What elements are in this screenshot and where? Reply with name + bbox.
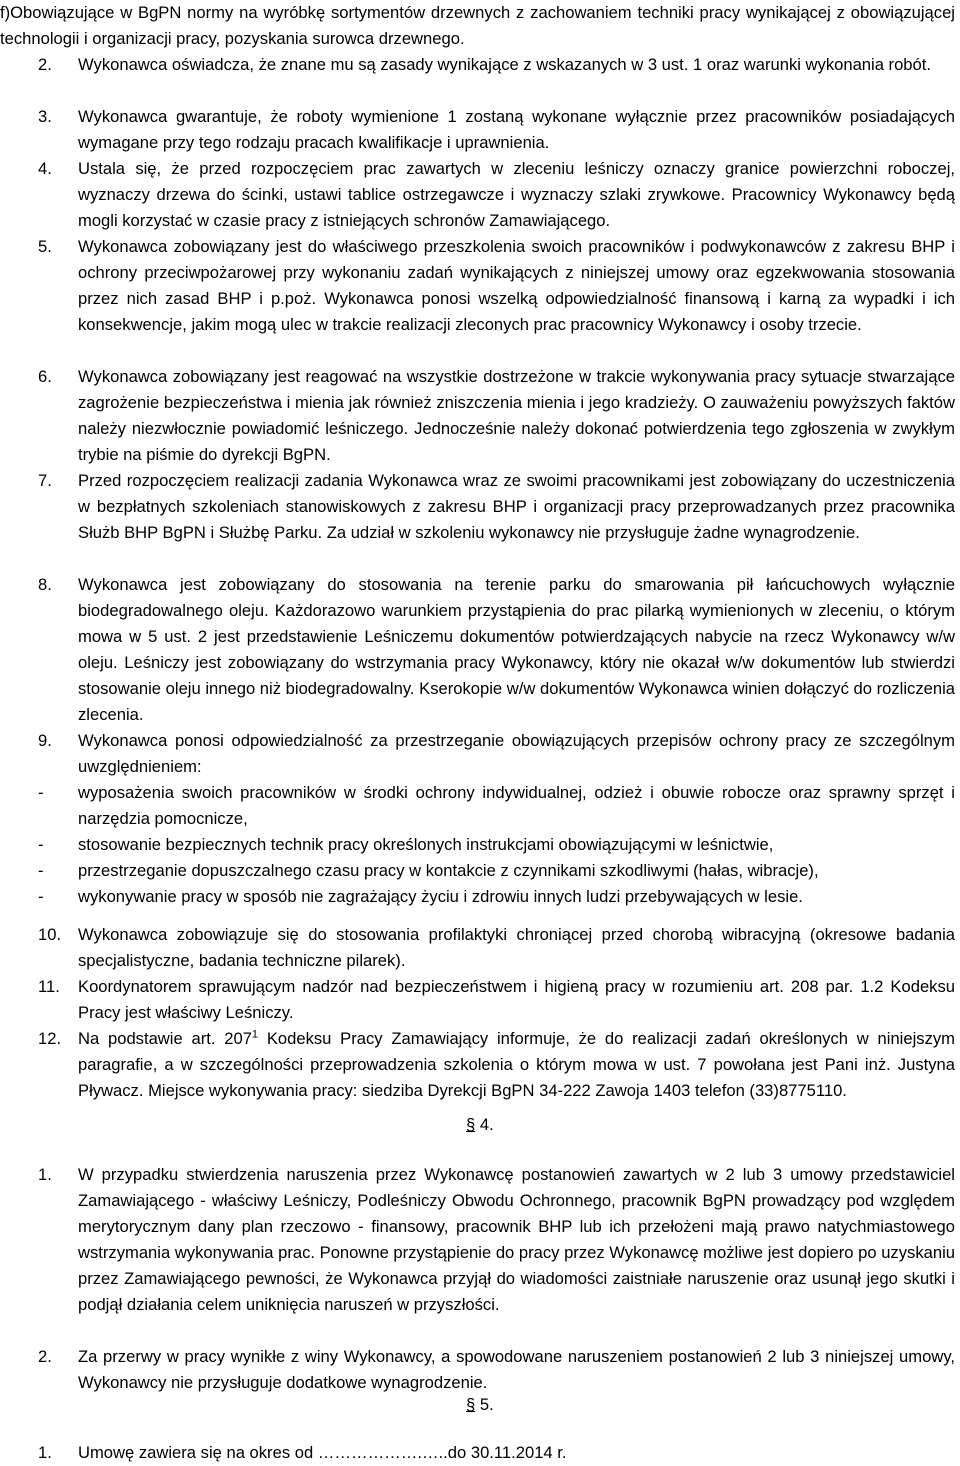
opening-paragraph: f)Obowiązujące w BgPN normy na wyróbkę sortymentów drzewnych z zachowaniem techniki pracy wynikającej z obowiązującej technologii i organizacji pracy, pozyskania surowca drzewnego. [0, 3, 955, 48]
dash-item [0, 858, 955, 884]
section-number: 5. [479, 1395, 494, 1414]
list-item-2 [0, 52, 955, 78]
item-number: 1. [38, 1443, 52, 1462]
item-text: Wykonawca gwarantuje, że roboty wymienione 1 zostaną wykonane wyłącznie przez pracowników posiadających wymagane przy tego rodzaju pracach kwalifikacje i uprawnienia. [78, 107, 955, 152]
item-text: Ustala się, że przed rozpoczęciem prac zawartych w zleceniu leśniczy oznaczy granice powierzchni roboczej, wyznaczy drzewa do ścinki, ustawi tablice ostrzegawcze i wyznaczy szlaki zrywkowe. Pracownicy Wykonawcy będą mogli korzystać w czasie pracy z istniejących schronów Zamawiającego. [78, 159, 955, 230]
dash-text: stosowanie bezpiecznych technik pracy określonych instrukcjami obowiązującymi w leśnictwie, [78, 835, 774, 854]
item-text: Koordynatorem sprawującym nadzór nad bezpieczeństwem i higieną pracy w rozumieniu art. 208 par. 1.2 Kodeksu Pracy jest właściwy Leśniczy. [78, 977, 955, 1022]
item-number: 7. [38, 471, 52, 490]
dash-marker: - [38, 835, 44, 854]
dash-marker: - [38, 861, 44, 880]
item-number: 10. [38, 925, 62, 944]
item-number: 1. [38, 1165, 52, 1184]
item-text: Wykonawca ponosi odpowiedzialność za przestrzeganie obowiązujących przepisów ochrony pracy ze szczególnym uwzględnieniem: [78, 731, 955, 776]
list-item-12 [0, 1026, 955, 1104]
item-text: Wykonawca zobowiązuje się do stosowania profilaktyki chroniącej przed chorobą wibracyjną (okresowe badania specjalistyczne, badania techniczne pilarek). [78, 925, 955, 970]
item-text: Wykonawca zobowiązany jest do właściwego przeszkolenia swoich pracowników i podwykonawców z zakresu BHP i ochrony przeciwpożarowej przy wykonaniu zadań wynikających z niniejszej umowy oraz egzekwowania stosowania przez nich zasad BHP i p.poż. Wykonawca ponosi wszelką odpowiedzialność finansową i karną za wypadki i ich konsekwencje, jakim mogą ulec w trakcie realizacji zleconych prac pracownicy Wykonawcy i osoby trzecie. [78, 237, 955, 334]
item-number: 6. [38, 367, 52, 386]
superscript: 1 [251, 1028, 259, 1041]
item-text: Wykonawca jest zobowiązany do stosowania na terenie parku do smarowania pił łańcuchowych wyłącznie biodegradowalnego oleju. Każdorazowo warunkiem przystąpienia do prac pilarką wymienionych w zleceniu, o którym mowa w 5 ust. 2 jest przedstawienie Leśniczemu dokumentów potwierdzających nabycie na rzecz Wykonawcy w/w oleju. Leśniczy jest zobowiązany do wstrzymania pracy Wykonawcy, który nie okazał w/w dokumentów lub stwierdzi stosowanie oleju innego niż biodegradowalny. Kserokopie w/w dokumentów Wykonawca winien dołączyć do rozliczenia zlecenia. [78, 575, 955, 724]
dash-text: przestrzeganie dopuszczalnego czasu pracy w kontakcie z czynnikami szkodliwymi (hałas, wibracje), [78, 861, 819, 880]
item-number: 4. [38, 159, 52, 178]
item-text: Wykonawca oświadcza, że znane mu są zasady wynikające z wskazanych w 3 ust. 1 oraz warunki wykonania robót. [78, 55, 931, 74]
item-number: 2. [38, 55, 52, 74]
list-item-3 [0, 104, 955, 156]
section-sign: § [466, 1395, 476, 1414]
dash-text: wykonywanie pracy w sposób nie zagrażający życiu i zdrowiu innych ludzi przebywających w lesie. [78, 887, 803, 906]
dash-item [0, 780, 955, 832]
item-number: 8. [38, 575, 52, 594]
section5-item-1 [0, 1440, 955, 1466]
item-text-part: Na podstawie art. 207 [78, 1029, 252, 1048]
item-number: 5. [38, 237, 52, 256]
item-text: Za przerwy w pracy wynikłe z winy Wykonawcy, a spowodowane naruszeniem postanowień 2 lub 3 niniejszej umowy, Wykonawcy nie przysługuje dodatkowe wynagrodzenie. [78, 1347, 955, 1392]
section-heading-5 [466, 1392, 494, 1418]
dash-text: wyposażenia swoich pracowników w środki ochrony indywidualnej, odzież i obuwie robocze oraz sprawny sprzęt i narzędzia pomocnicze, [78, 783, 955, 828]
list-item-4 [0, 156, 955, 234]
item-text: Wykonawca zobowiązany jest reagować na wszystkie dostrzeżone w trakcie wykonywania pracy sytuacje stwarzające zagrożenie bezpieczeństwa i mienia jak również zniszczenia mienia i jego kradzieży. O zauważeniu powyższych faktów należy niezwłocznie powiadomić leśniczego. Jednocześnie należy dokonać potwierdzenia tego zgłoszenia w zwykłym trybie na piśmie do dyrekcji BgPN. [78, 367, 955, 464]
list-item-11 [0, 974, 955, 1026]
dash-item [0, 884, 955, 910]
dash-marker: - [38, 887, 44, 906]
dash-item [0, 832, 955, 858]
item-text: Przed rozpoczęciem realizacji zadania Wykonawca wraz ze swoimi pracownikami jest zobowiązany do uczestniczenia w bezpłatnych szkoleniach stanowiskowych z zakresu BHP i organizacji pracy przeprowadzanych przez pracownika Służb BHP BgPN i Służbę Parku. Za udział w szkoleniu wykonawcy nie przysługuje żadne wynagrodzenie. [78, 471, 955, 542]
item-text-part: Kodeksu Pracy Zamawiający informuje, że do realizacji zadań określonych w niniejszym paragrafie, a w szczególności przeprowadzenia szkolenia o którym mowa w ust. 7 powołana jest Pani inż. Justyna Pływacz. Miejsce wykonywania pracy: siedziba Dyrekcji BgPN 34-222 Zawoja 1403 telefon (33)8775110. [78, 1029, 955, 1100]
list-item-10 [0, 922, 955, 974]
item-text [78, 1026, 955, 1104]
dash-marker: - [38, 783, 44, 802]
list-item-7 [0, 468, 955, 546]
item-number: 12. [38, 1029, 62, 1048]
list-item-8 [0, 572, 955, 728]
item-text: W przypadku stwierdzenia naruszenia przez Wykonawcę postanowień zawartych w 2 lub 3 umowy przedstawiciel Zamawiającego - właściwy Leśniczy, Podleśniczy Obwodu Ochronnego, pracownik BgPN prowadzący pod względem merytorycznym dany plan rzeczowo - finansowy, pracownik BHP lub ich przełożeni mają prawo natychmiastowego wstrzymania wykonywania prac. Ponowne przystąpienie do pracy przez Wykonawcę możliwe jest dopiero po uzyskaniu przez Zamawiającego pewności, że Wykonawca przyjął do wiadomości zaistniałe naruszenie oraz usunął jego skutki i podjął działania celem uniknięcia naruszeń w przyszłości. [78, 1165, 955, 1314]
item-number: 2. [38, 1347, 52, 1366]
section-heading-4 [466, 1112, 494, 1138]
section4-item-1 [0, 1162, 955, 1318]
section-number: 4. [479, 1115, 494, 1134]
section4-item-2 [0, 1344, 955, 1396]
section-sign: § [466, 1115, 476, 1134]
list-item-5 [0, 234, 955, 338]
item-number: 9. [38, 731, 52, 750]
item-text: Umowę zawiera się na okres od ……………….…..do 30.11.2014 r. [78, 1443, 567, 1462]
list-item-9 [0, 728, 955, 780]
item-number: 3. [38, 107, 52, 126]
item-number: 11. [38, 977, 60, 996]
list-item-6 [0, 364, 955, 468]
